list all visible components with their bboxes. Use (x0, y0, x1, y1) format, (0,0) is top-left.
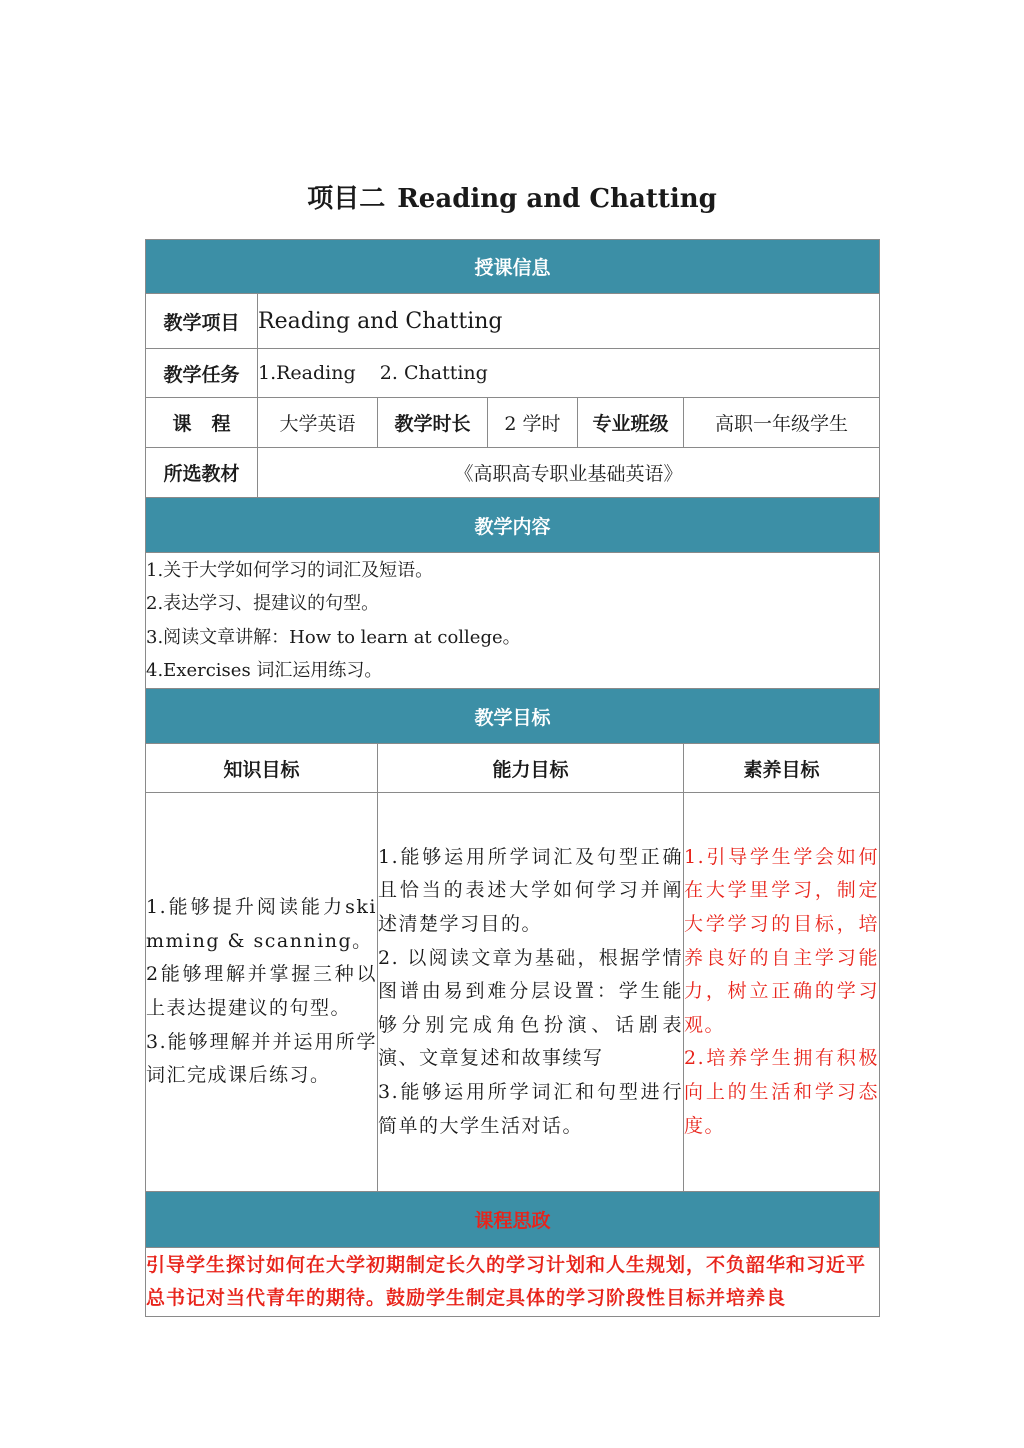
quality-goal-item: 1.引导学生学会如何在大学里学习，制定大学学习的目标，培养良好的自主学习能力，树立正确的学习观。 (684, 845, 880, 1036)
duration-label: 教学时长 (378, 398, 488, 448)
ability-goal-item: 2. 以阅读文章为基础，根据学情图谱由易到难分层设置：学生能够分别完成角色扮演、话剧表演、文章复述和故事续写 (378, 946, 683, 1070)
content-item: 1.关于大学如何学习的词汇及短语。 (146, 559, 434, 581)
course-value: 大学英语 (258, 398, 378, 448)
title-cn: 项目二 (307, 184, 386, 214)
course-label: 课程 (146, 398, 258, 448)
quality-goal-head: 素养目标 (684, 744, 880, 793)
lesson-plan-table (145, 239, 880, 1317)
project-label: 教学项目 (146, 294, 258, 349)
section-band-goals: 教学目标 (146, 689, 880, 744)
knowledge-goals (146, 793, 378, 1192)
section-band-info: 授课信息 (146, 240, 880, 294)
page-title (0, 178, 1024, 215)
task-value: 1.Reading 2. Chatting (258, 349, 880, 398)
class-label: 专业班级 (578, 398, 684, 448)
knowledge-goal-item: 2能够理解并掌握三种以上表达提建议的句型。 (146, 963, 377, 1019)
knowledge-goal-item: 3.能够理解并并运用所学词汇完成课后练习。 (146, 1030, 377, 1087)
ability-goals (378, 793, 684, 1192)
knowledge-goal-item: 1.能够提升阅读能力skimming & scanning。 (146, 896, 377, 952)
duration-value: 2 学时 (488, 398, 578, 448)
ability-goal-item: 3.能够运用所学词汇和句型进行简单的大学生活对话。 (378, 1080, 683, 1137)
section-band-ideology: 课程思政 (146, 1192, 880, 1248)
content-list (146, 553, 880, 689)
knowledge-goal-head: 知识目标 (146, 744, 378, 793)
content-item: 2.表达学习、提建议的句型。 (146, 593, 380, 614)
project-value: Reading and Chatting (258, 294, 880, 349)
class-value: 高职一年级学生 (684, 398, 880, 448)
ability-goal-item: 1.能够运用所学词汇及句型正确且恰当的表述大学如何学习并阐述清楚学习目的。 (378, 845, 683, 936)
quality-goal-item: 2.培养学生拥有积极向上的生活和学习态度。 (684, 1047, 880, 1137)
section-band-content: 教学内容 (146, 498, 880, 553)
content-item: 4.Exercises 词汇运用练习。 (146, 660, 383, 681)
task-label: 教学任务 (146, 349, 258, 398)
quality-goals (684, 793, 880, 1192)
ideology-text: 引导学生探讨如何在大学初期制定长久的学习计划和人生规划，不负韶华和习近平总书记对当代青年的期待。鼓励学生制定具体的学习阶段性目标并培养良 (146, 1248, 880, 1317)
textbook-value: 《高职高专职业基础英语》 (258, 448, 880, 498)
content-item: 3.阅读文章讲解：How to learn at college。 (146, 626, 521, 648)
ability-goal-head: 能力目标 (378, 744, 684, 793)
textbook-label: 所选教材 (146, 448, 258, 498)
title-en: Reading and Chatting (397, 184, 717, 214)
